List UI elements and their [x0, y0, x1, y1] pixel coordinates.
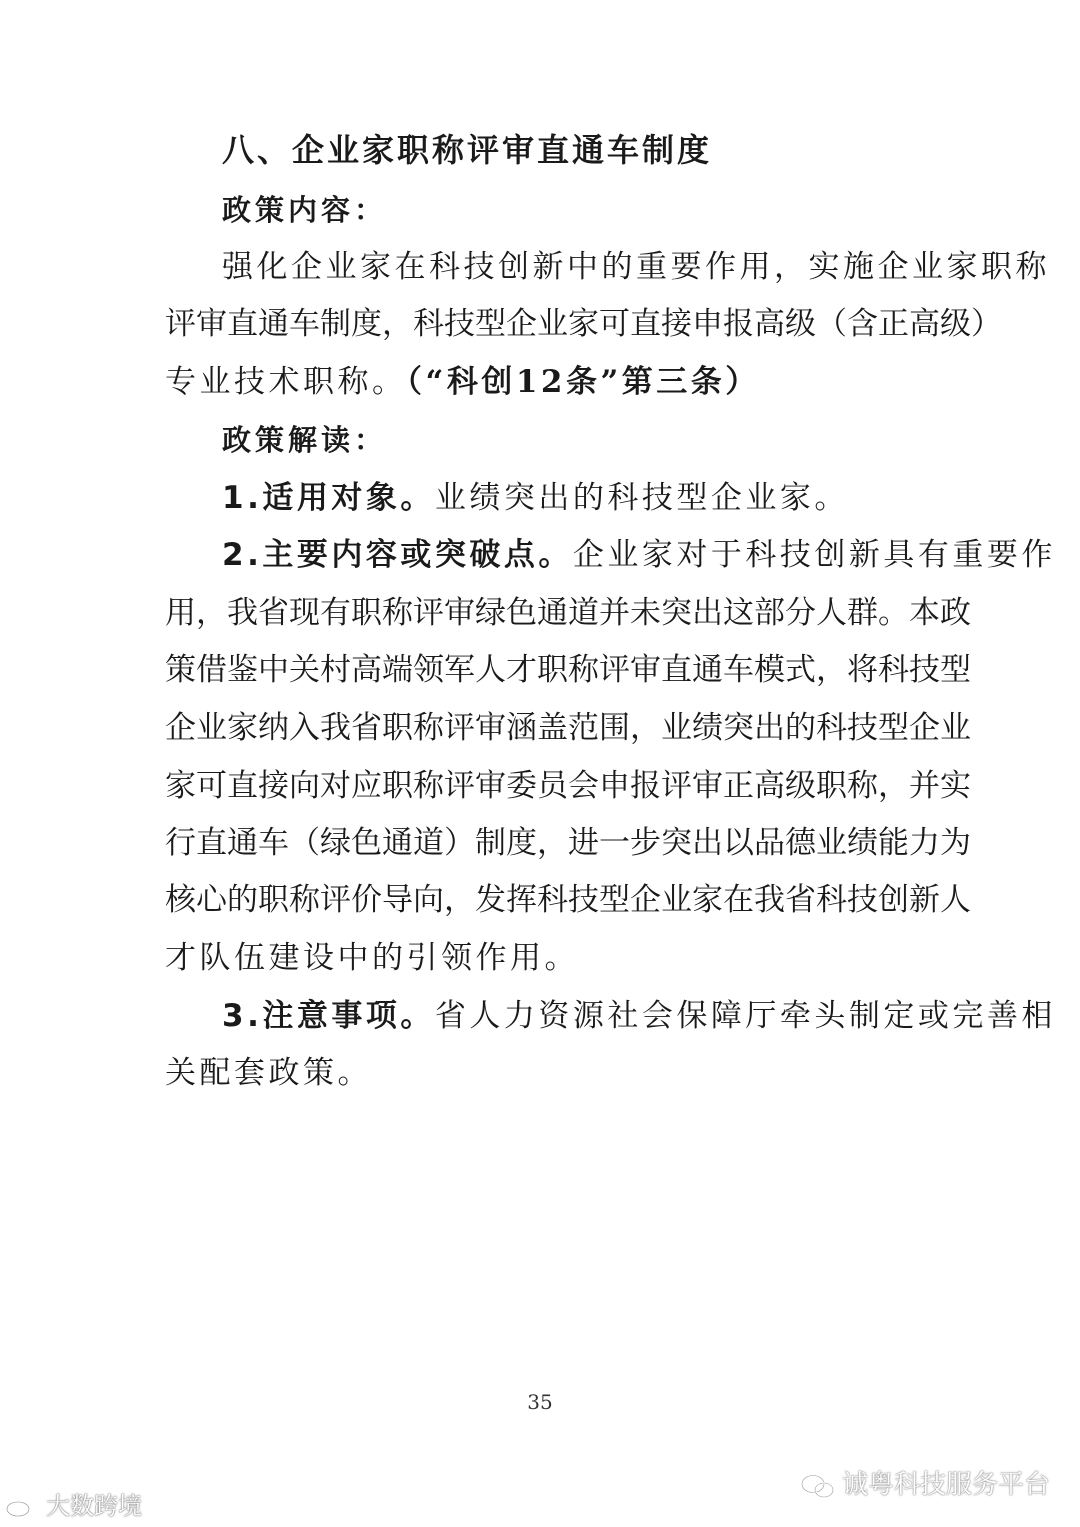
item-2-line-4: 企业家纳入我省职称评审涵盖范围，业绩突出的科技型企业: [165, 710, 971, 746]
policy-content-line-2: 评审直通车制度，科技型企业家可直接申报高级（含正高级）: [165, 306, 1002, 342]
watermark-right-text: 诚粤科技服务平台: [841, 1470, 1050, 1500]
item-1-text: 业绩突出的科技型企业家。: [434, 480, 849, 516]
item-2-line-2: 用，我省现有职称评审绿色通道并未突出这部分人群。本政: [165, 595, 971, 631]
item-2-label: 2.主要内容或突破点。: [222, 537, 573, 573]
wechat-logo-icon: [800, 1473, 836, 1499]
item-2-line-5: 家可直接向对应职称评审委员会申报评审正高级职称，并实: [165, 768, 971, 804]
item-3-first-text: 省人力资源社会保障厅牵头制定或完善相: [434, 998, 1056, 1034]
item-2-first-text: 企业家对于科技创新具有重要作: [572, 537, 1056, 573]
item-2-first-line: [222, 535, 1056, 575]
section-heading: 八、企业家职称评审直通车制度: [222, 131, 713, 169]
watermark-right: [800, 1464, 1050, 1501]
item-2-line-6: 行直通车（绿色通道）制度，进一步突出以品德业绩能力为: [165, 825, 971, 861]
policy-content-last-text: 专业技术职称。: [165, 364, 407, 400]
item-1: [222, 478, 849, 518]
item-3-first-line: [222, 996, 1056, 1036]
item-3-last-line: 关配套政策。: [165, 1055, 372, 1091]
policy-citation: （“科创12条”第三条）: [406, 364, 760, 400]
weibo-logo-icon: [4, 1496, 40, 1518]
item-2-last-line: 才队伍建设中的引领作用。: [165, 940, 579, 976]
item-1-label: 1.适用对象。: [222, 480, 435, 516]
policy-content-line-1: 强化企业家在科技创新中的重要作用，实施企业家职称: [222, 249, 1050, 285]
watermark-left: [4, 1486, 142, 1521]
watermark-left-text: 大数跨境: [46, 1492, 142, 1520]
policy-content-line-3: [165, 362, 760, 402]
policy-content-label: 政策内容：: [222, 193, 388, 227]
page-number: 35: [527, 1390, 553, 1414]
policy-interpretation-label: 政策解读：: [222, 423, 388, 457]
item-2-line-7: 核心的职称评价导向，发挥科技型企业家在我省科技创新人: [165, 882, 971, 918]
item-2-line-3: 策借鉴中关村高端领军人才职称评审直通车模式，将科技型: [165, 652, 971, 688]
item-3-label: 3.注意事项。: [222, 998, 435, 1034]
